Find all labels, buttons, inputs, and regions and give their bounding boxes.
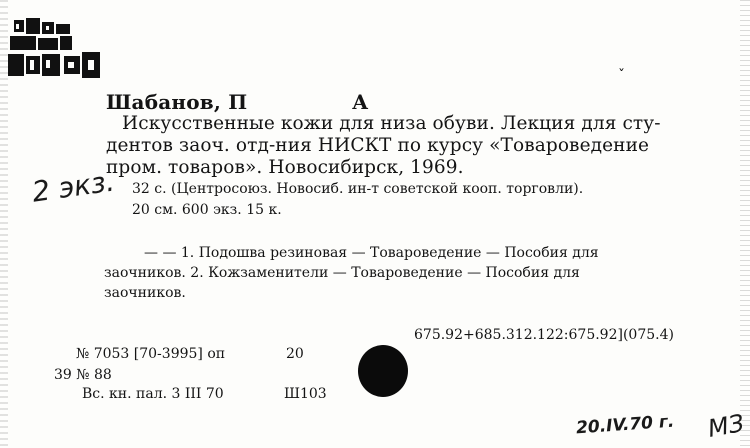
record-count: 20 (286, 346, 304, 362)
handwritten-date: 20.IV.70 г. (575, 411, 675, 439)
physical-description-line-2: 20 см. 600 экз. 15 к. (132, 202, 282, 218)
title-line-3: пром. товаров». Новосибирск, 1969. (106, 157, 464, 178)
subject-line-2: заочников. 2. Кожзаменители — Товароведение — Пособия для (104, 265, 580, 281)
handwritten-initials: МЗ (705, 409, 747, 443)
title-line-2: дентов заоч. отд-ния НИСКТ по курсу «Товароведение (106, 135, 650, 156)
order-code: Ш103 (284, 386, 327, 402)
line-39-number: 39 № 88 (54, 367, 112, 383)
book-chamber-note: Вс. кн. пал. 3 III 70 (82, 386, 224, 402)
card-right-edge (740, 0, 750, 448)
author-heading: Шабанов, П (106, 90, 248, 114)
cipher-letter: А (352, 90, 369, 114)
subject-line-1: — — 1. Подошва резиновая — Товароведение — Пособия для (144, 245, 599, 261)
handwritten-copies-note: 2 экз. (30, 164, 117, 209)
udc-classification: 675.92+685.312.122:675.92](075.4) (414, 327, 674, 343)
ink-stamp-corner (6, 16, 106, 88)
pencil-tick-mark: ˇ (618, 68, 625, 84)
title-line-1: Искусственные кожи для низа обуви. Лекция для сту- (122, 113, 661, 134)
physical-description-line-1: 32 с. (Центросоюз. Новосиб. ин-т советской кооп. торговли). (132, 181, 584, 197)
subject-line-3: заочников. (104, 285, 186, 301)
ink-blot (358, 345, 408, 397)
record-number: № 7053 [70-3995] оп (76, 346, 226, 362)
